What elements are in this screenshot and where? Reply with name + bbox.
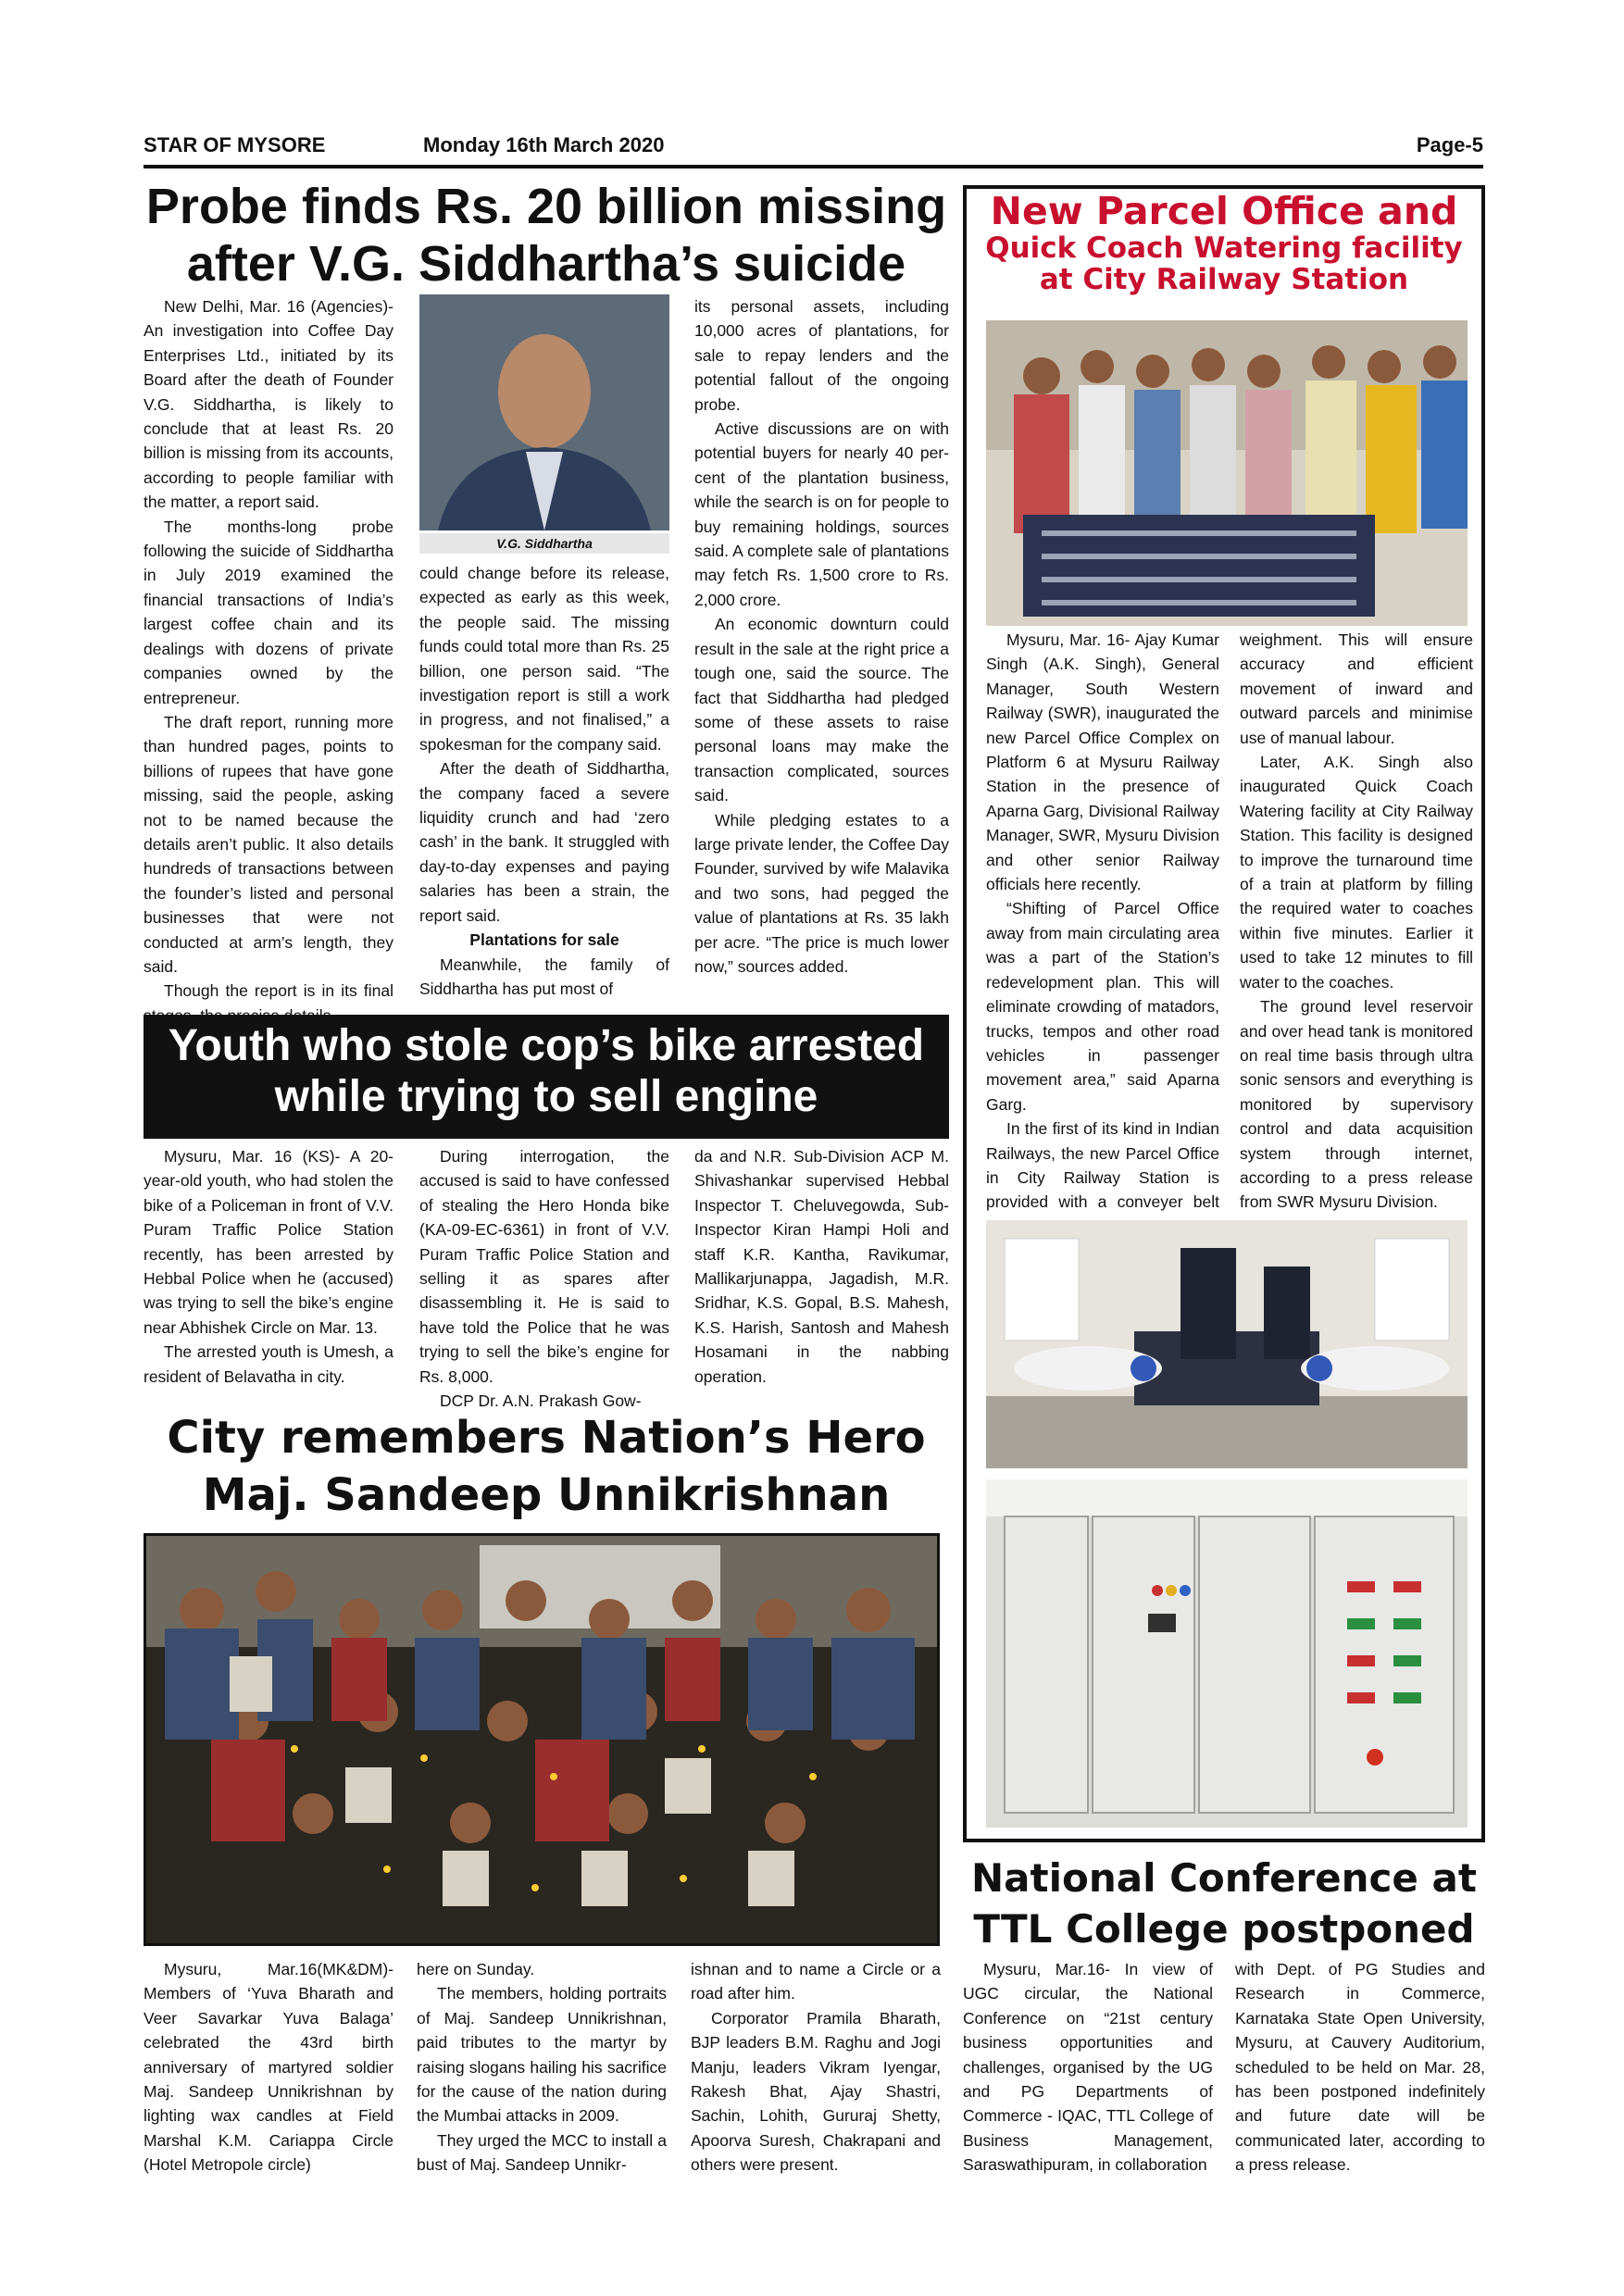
story3-col1: Mysuru, Mar.16(MK&DM)- Members of ‘Yuva Bharath and Veer Savarkar Yuva Balaga’ celebrated the 43rd birth anniversary of martyred soldier Maj. Sandeep Unnikrishnan by lighting wax candles at Field Marshal K.M. Cariappa Circle (Hotel Metropole circle) <box>144 1960 394 2175</box>
story4-headline-line3: at City Railway Station <box>1039 263 1409 297</box>
story1-headline-line1: Probe finds Rs. 20 billion missing <box>145 179 947 234</box>
story4-headline-line2: Quick Coach Watering facility <box>985 231 1463 266</box>
story4-headline-line1: New Parcel Office and <box>990 189 1458 233</box>
story3-headline-line1: City remembers Nation’s Hero <box>167 1412 926 1464</box>
story1-col1: New Delhi, Mar. 16 (Agencies)- An investigation into Coffee Day Enterprises Ltd., initiated by its Board after the death of Founder V.G. Siddhartha, is likely to conclude that at least Rs. 20 billion is missing from its accounts, according to people familiar with the matter, a report said. The months-long probe following the suicide of Siddhartha in July 2019 examined the financial transactions of India’s largest coffee chain and its dealings with dozens of private companies owned by the entrepreneur. The draft report, running more than hundred pages, points to billions of rupees that have gone missing, said the people, asking not to be named because the details aren’t public. It also details hundreds of transactions between the founder’s listed and personal businesses that were not conducted at arm’s length, they said. Though the report is in its final <box>144 297 394 1001</box>
masthead <box>144 130 1483 168</box>
story5-headline-line1: National Conference at <box>971 1855 1477 1901</box>
story3-col2: here on Sunday. The members, holding portraits of Maj. Sandeep Unnikrishnan, paid tributes to the martyr by raising slogans hailing his sacrifice for the cause of the nation during the Mumbai attacks in 2009. They urged the MCC to install a bust of Maj. Sandeep Unnikr- <box>417 1960 667 2175</box>
story2-headline <box>144 1015 949 1139</box>
pump-room-photo <box>986 1220 1468 1468</box>
vigil-photo <box>144 1533 940 1946</box>
story2-col3: da and N.R. Sub-Division ACP M. Shivashankar supervised Hebbal Inspector T. Cheluvegowda, Sub-Inspector Kiran Hampi Holi and staff K.R. Kantha, Ravikumar, Mallikarjunappa, Jagadish, M.R. Sridhar, K.S. Gopal, B.S. Mahesh, K.S. Harish, Santosh and Mahesh Hosamani in the nabbing operation. <box>694 1147 949 1386</box>
story5-col1: Mysuru, Mar.16- In view of UGC circular, the National Conference on “21st century business opportunities and challenges, organised by the UG and PG Departments of Commerce - IQAC, TTL College of Business Management, Saraswathipuram, in collaboration <box>963 1960 1213 2175</box>
story5-headline-line2: TTL College postponed <box>973 1905 1475 1952</box>
story1-headline-line2: after V.G. Siddhartha’s suicide <box>186 236 906 293</box>
story2-headline-line2: while trying to sell engine <box>274 1072 818 1122</box>
story3-headline-line2: Maj. Sandeep Unnikrishnan <box>202 1469 891 1522</box>
photo-caption: V.G. Siddhartha <box>419 533 669 554</box>
story4-headline <box>968 191 1480 295</box>
story2-col1: Mysuru, Mar. 16 (KS)- A 20-year-old youth, who had stolen the bike of a Policeman in front of V.V. Puram Traffic Police Station recently, has been arrested by Hebbal Police when he (accused) was trying to sell the bike’s engine near Abhishek Circle on Mar. 13. The arrested youth is Umesh, a resident of Belavatha in city. <box>144 1147 394 1386</box>
story4-col1: Mysuru, Mar. 16- Ajay Kumar Singh (A.K. Singh), General Manager, South Western Railway (SWR), inaugurated the new Parcel Office Complex on Platform 6 at Mysuru Railway Station in the presence of Aparna Garg, Divisional Railway Manager, SWR, Mysuru Division and other senior Railway officials here recently. “Shifting of Parcel Office away from main circulating area was a part of the Station’s redevelopment plan. This will eliminate crowding of matadors, trucks, tempos and other road vehicles in passenger movement area,” said Aparna Garg. In the first of its kind in Indian Railways, the new Parcel Office in City Railway Station is provided with a conveyer belt <box>986 630 1219 1212</box>
story5-col2: with Dept. of PG Studies and Research in Commerce, Karnataka State Open University, Mysuru, at Cauvery Auditorium, scheduled to be held on Mar. 28, has been postponed indefinitely and future date will be communicated later, according to a press release. <box>1235 1960 1485 2175</box>
story2-headline-line1: Youth who stole cop’s bike arrested <box>168 1021 925 1070</box>
vigil-illustration <box>146 1536 937 1943</box>
story1-headline <box>144 178 949 293</box>
story1-col3: its personal assets, including 10,000 acres of plantations, for sale to repay lenders and the potential fallout of the ongoing probe. Active discussions are on with potential buyers for nearly 40 per-cent of the plantation business, while the search is on for people to buy remaining holdings, sources said. A complete sale of plantations may fetch Rs. 1,500 crore to Rs. 2,000 crore. An economic downturn could result in the sale at the right price a tough one, said the source. The fact that Siddhartha had pledged some of these assets to raise personal loans may make the transaction complicated, sources said. While pledging estates to a large private lender, the Coffee Day Founder, survived by wife Malavika and two sons, had pegged the value of plantations at Rs. 35 lakh per acre. “The price is much lower now,” sources added. <box>694 297 949 976</box>
portrait-illustration <box>419 294 669 530</box>
inauguration-illustration <box>986 320 1468 626</box>
page-number: Page-5 <box>1416 133 1483 156</box>
control-panel-illustration <box>986 1479 1468 1828</box>
story3-col3: ishnan and to name a Circle or a road after him. Corporator Pramila Bharath, BJP leaders B.M. Raghu and Jogi Manju, leaders Vikram Iyengar, Rakesh Bhat, Ajay Shastri, Sachin, Lohith, Gururaj Shetty, Apoorva Suresh, Chakrapani and others were present. <box>691 1960 941 2175</box>
story2-col2: During interrogation, the accused is said to have confessed of stealing the Hero Honda bike (KA-09-EC-6361) in front of V.V. Puram Traffic Police Station and selling it as spares after disassembling it. He is said to have told the Police that he was trying to sell the bike’s engine for Rs. 8,000. DCP Dr. A.N. Prakash Gow- <box>419 1147 669 1411</box>
subhead-plantations: Plantations for sale <box>469 930 619 950</box>
pump-illustration <box>986 1220 1468 1468</box>
story3-headline <box>144 1409 949 1525</box>
story1-col2: could change before its release, expected as early as this week, the people said. The missing funds could total more than Rs. 25 billion, one person said. “The investigation report is still a work in progress, and not finalised,” a spokesman for the company said. After the death of Siddhartha, the company faced a severe liquidity crunch and had ‘zero cash’ in the bank. It struggled with day-to-day expenses and paying salaries has been a strain, the report said. Plantations for sale Meanwhile, the family of Siddhartha has put most of <box>419 564 669 998</box>
control-panel-photo <box>986 1479 1468 1828</box>
inauguration-photo <box>986 320 1468 626</box>
issue-date: Monday 16th March 2020 <box>423 133 665 156</box>
story4-col2: weighment. This will ensure accuracy and efficient movement of inward and outward parcels and minimise use of manual labour. Later, A.K. Singh also inaugurated Quick Coach Watering facility at City Railway Station. This facility is designed to improve the turnaround time of a train at platform by filling the required water to coaches within five minutes. Earlier it used to take 12 minutes to fill water to the coaches. The ground level reservoir and over head tank is monitored on real time basis through ultra sonic sensors and everything is monitored by supervisory control and data acquisition system through internet, according to a press release from SWR Mysuru Division. <box>1240 630 1473 1212</box>
story5-headline <box>963 1853 1485 1954</box>
siddhartha-photo <box>419 294 669 530</box>
paper-name: STAR OF MYSORE <box>144 133 326 156</box>
